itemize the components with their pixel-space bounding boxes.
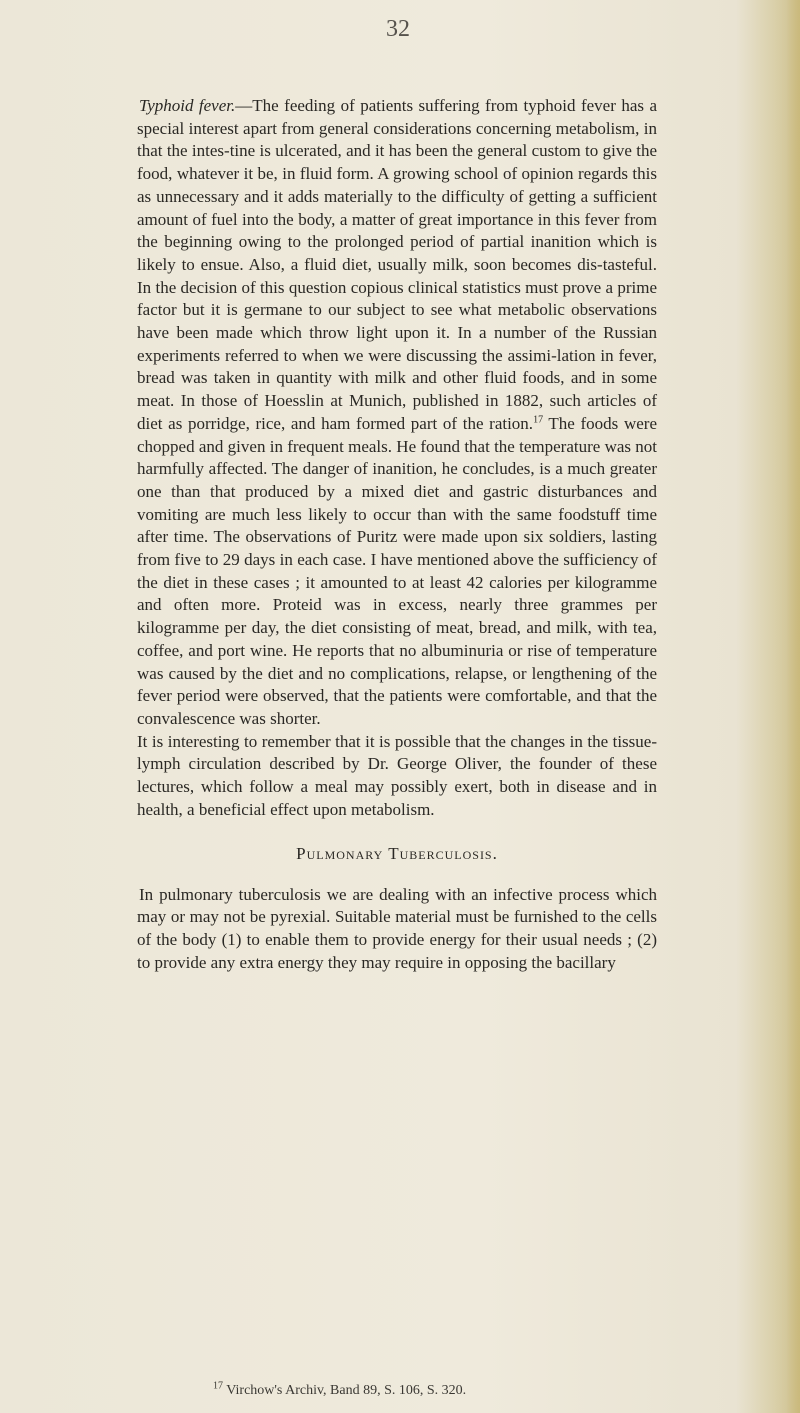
page-number: 32 [386,16,410,42]
paragraph-typhoid [137,95,657,731]
footnote-ref: 17 [533,414,544,426]
page-edge-stain [786,0,800,1413]
section-heading: Pulmonary Tuberculosis. [296,843,498,863]
body-text [137,95,657,974]
paragraph-tuberculosis: In pulmonary tuberculosis we are dealing with an infective process which may or may not be pyrexial. Suitable material must be furnished to the cells of the body (1) to enable them to provide energy for their usual needs ; (2) to provide any extra energy they may require in opposing the bacillary [137,884,657,972]
footnote-text: Virchow's Archiv, Band 89, S. 106, S. 320. [223,1383,467,1398]
footnote [213,1380,633,1399]
lead-in-typhoid: Typhoid fever. [139,96,236,115]
paragraph-oliver: It is interesting to remember that it is possible that the changes in the tissue-lymph circulation described by Dr. George Oliver, the founder of these lectures, which follow a meal may possibly exert, both in disease and in health, a beneficial effect upon metabolism. [137,731,657,819]
typhoid-text-2: The foods were chopped and given in frequent meals. He found that the temperature was not harmfully affected. The danger of inanition, he concludes, is a much greater one than that produced by a mixed diet and gastric disturbances and vomiting are much less likely to occur than with the same foodstuff time after time. The observations of Puritz were made upon six soldiers, lasting from five to 29 days in each case. I have mentioned above the sufficiency of the diet in these cases ; it amounted to at least 42 calories per kilogramme and often more. Proteid was in excess, nearly three grammes per kilogramme per day, the diet consisting of meat, bread, and milk, with tea, coffee, and port wine. He reports that no albuminuria or rise of temperature was caused by the diet and no complications, relapse, or lengthening of the fever period were observed, that the patients were comfortable, and that the convalescence was shorter. [137,413,657,728]
typhoid-text-1: —The feeding of patients suffering from typhoid fever has a special interest apart from general considerations concerning metabolism, in that the intes-tine is ulcerated, and it has been the general custom to give the food, whatever it be, in fluid form. A growing school of opinion regards this as unnecessary and it adds materially to the difficulty of getting a sufficient amount of fuel into the body, a matter of great importance in this fever from the beginning owing to the prolonged period of partial inanition which is likely to ensue. Also, a fluid diet, usually milk, soon becomes dis-tasteful. In the decision of this question copious clinical statistics must prove a prime factor but it is germane to our subject to see what metabolic observations have been made which throw light upon it. In a number of the Russian experiments referred to when we were discussing the assimi-lation in fever, bread was taken in quantity with milk and other fluid foods, and in some meat. In those of Hoesslin at Munich, published in 1882, such articles of diet as porridge, rice, and ham formed part of the ration. [137,96,657,433]
footnote-number: 17 [213,1380,223,1392]
